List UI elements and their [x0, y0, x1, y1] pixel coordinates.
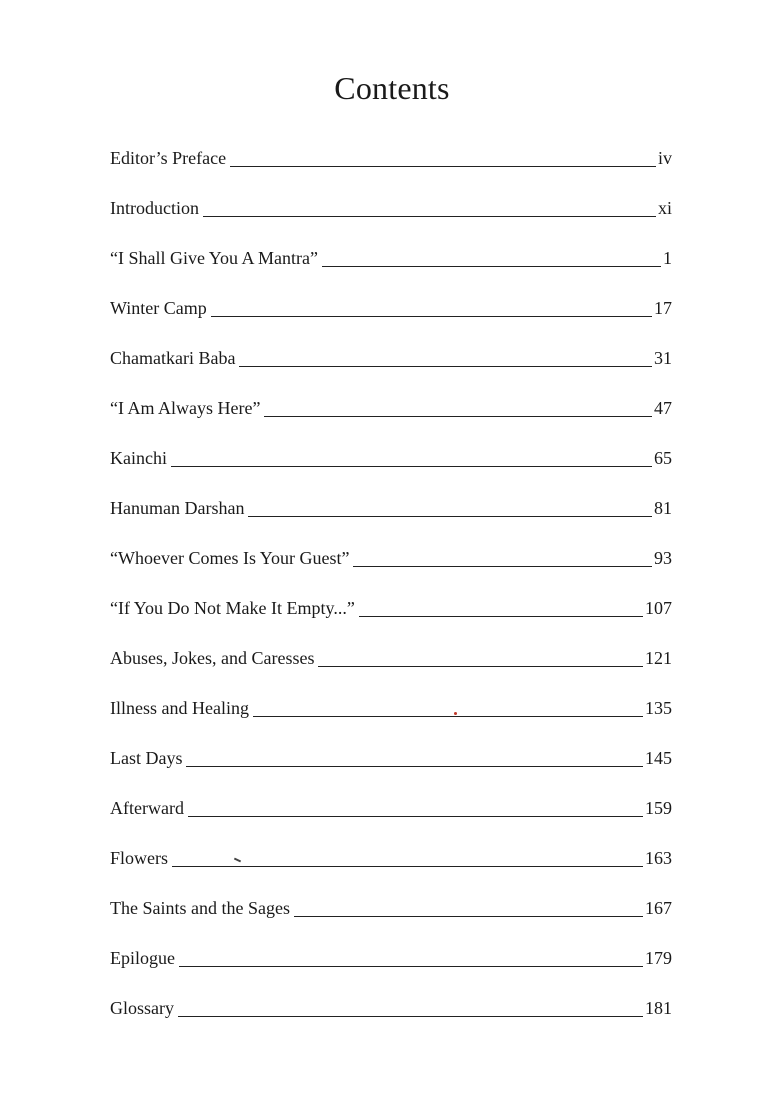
toc-entry-page-number: 17: [654, 298, 672, 318]
toc-entry: [110, 372, 672, 422]
toc-entry-title: Illness and Healing: [110, 698, 249, 718]
toc-leader-line: [171, 466, 652, 467]
toc-entry-title: Flowers: [110, 848, 168, 868]
toc-entry: [110, 772, 672, 822]
page-title: Contents: [334, 70, 450, 106]
toc-entry-page-number: xi: [657, 198, 672, 218]
toc-entry: [110, 222, 672, 272]
toc-entry: [110, 472, 672, 522]
toc-entry-title: Last Days: [110, 748, 183, 768]
toc-entry: [110, 422, 672, 472]
toc-entry: [110, 872, 672, 922]
toc-leader-line: [353, 566, 652, 567]
toc-entry-title: Winter Camp: [110, 298, 207, 318]
toc-entry-title: The Saints and the Sages: [110, 898, 290, 918]
toc-entry: [110, 722, 672, 772]
toc-leader-line: [264, 416, 652, 417]
toc-entry-page-number: 167: [645, 898, 672, 918]
toc-entry-page-number: 163: [645, 848, 672, 868]
toc-entry-page-number: iv: [657, 148, 672, 168]
toc-leader-line: [239, 366, 652, 367]
toc-entry: [110, 122, 672, 172]
toc-entry-title: “I Am Always Here”: [110, 398, 261, 418]
toc-entry-title: “I Shall Give You A Mantra”: [110, 248, 318, 268]
toc-entry-title: Introduction: [110, 198, 199, 218]
toc-entry: [110, 172, 672, 222]
toc-entry-page-number: 159: [645, 798, 672, 818]
toc-entry-title: Chamatkari Baba: [110, 348, 236, 368]
toc-entry-page-number: 107: [645, 598, 672, 618]
toc-entry-title: Editor’s Preface: [110, 148, 227, 168]
toc-leader-line: [253, 716, 643, 717]
toc-leader-line: [230, 166, 656, 167]
toc-entry-title: Kainchi: [110, 448, 167, 468]
toc-entry: [110, 522, 672, 572]
toc-entry: [110, 972, 672, 1022]
toc-entry-page-number: 121: [645, 648, 672, 668]
toc-entry-page-number: 65: [654, 448, 672, 468]
toc-entry-title: Abuses, Jokes, and Caresses: [110, 648, 315, 668]
toc-leader-line: [211, 316, 652, 317]
toc-leader-line: [359, 616, 643, 617]
ink-speck: [454, 712, 457, 715]
toc-entry-title: Hanuman Darshan: [110, 498, 245, 518]
toc-entry-title: “Whoever Comes Is Your Guest”: [110, 548, 350, 568]
toc-leader-line: [203, 216, 656, 217]
toc-entry-page-number: 1: [663, 248, 672, 268]
toc-entry-title: Epilogue: [110, 948, 175, 968]
toc-leader-line: [294, 916, 643, 917]
toc-entry-title: Glossary: [110, 998, 174, 1018]
toc-entry: [110, 922, 672, 972]
toc-entry-page-number: 81: [654, 498, 672, 518]
toc-entry-page-number: 31: [654, 348, 672, 368]
toc-entry-page-number: 93: [654, 548, 672, 568]
toc-leader-line: [186, 766, 643, 767]
toc-leader-line: [322, 266, 661, 267]
toc-entry-title: “If You Do Not Make It Empty...”: [110, 598, 355, 618]
toc-entry: [110, 622, 672, 672]
toc-entry-page-number: 47: [654, 398, 672, 418]
toc-entry-page-number: 181: [645, 998, 672, 1018]
toc-entry: [110, 672, 672, 722]
toc-leader-line: [179, 966, 643, 967]
toc-entry-title: Afterward: [110, 798, 184, 818]
toc-leader-line: [318, 666, 643, 667]
toc-leader-line: [178, 1016, 643, 1017]
toc-entry-page-number: 135: [645, 698, 672, 718]
toc-leader-line: [248, 516, 652, 517]
toc-entry: [110, 572, 672, 622]
table-of-contents: [110, 122, 672, 1022]
toc-entry: [110, 322, 672, 372]
toc-entry: [110, 822, 672, 872]
toc-entry-page-number: 179: [645, 948, 672, 968]
toc-leader-line: [188, 816, 643, 817]
toc-leader-line: [172, 866, 643, 867]
toc-entry-page-number: 145: [645, 748, 672, 768]
toc-entry: [110, 272, 672, 322]
